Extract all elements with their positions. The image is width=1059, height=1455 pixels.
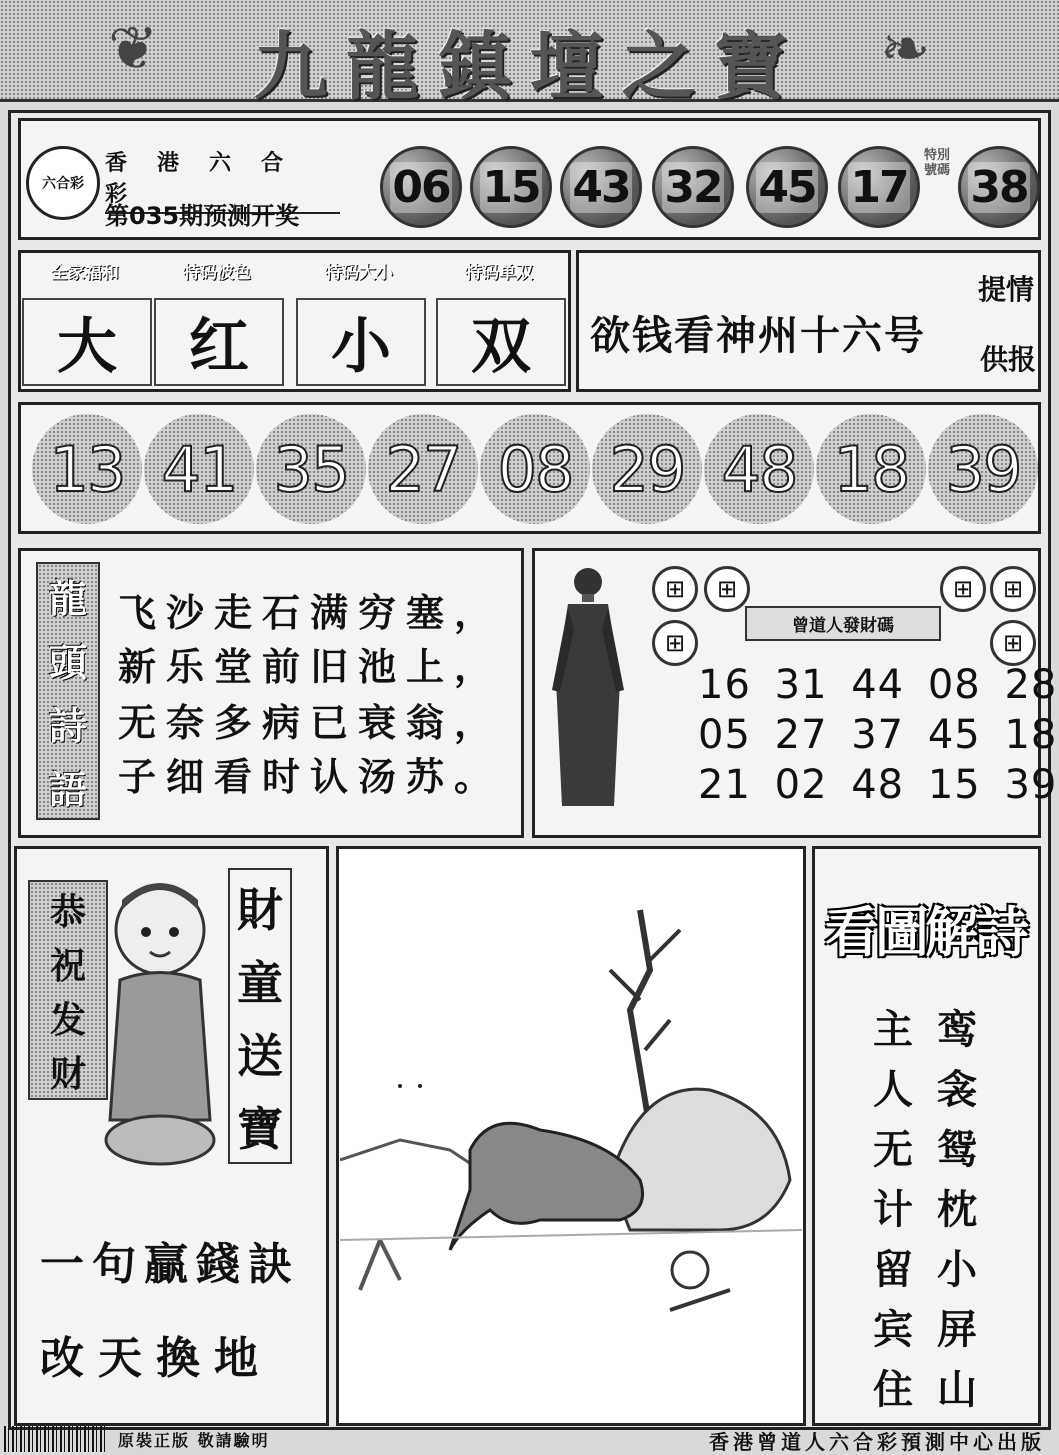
strip-number: 48 (721, 432, 797, 506)
win-phrase-text: 改天換地 (40, 1333, 272, 1384)
verse-char: 计 (873, 1186, 913, 1233)
scroll-char: 恭 (49, 890, 86, 933)
strip-number: 35 (273, 432, 349, 506)
number-medal (144, 414, 254, 524)
header-banner (0, 0, 1059, 110)
verse-char: 屏 (937, 1306, 977, 1353)
verse-char: 住 (873, 1366, 913, 1413)
number-medal (480, 414, 590, 524)
poem-tag-char: 語 (48, 767, 87, 812)
draw-number: 17 (850, 161, 908, 213)
rebus-title: 看圖解詩 (825, 900, 1025, 964)
verse-char: 枕 (937, 1186, 977, 1233)
man-figure-icon (540, 560, 630, 810)
special-number: 38 (970, 161, 1028, 213)
verse-char: 鸳 (937, 1126, 977, 1173)
number-medal (368, 414, 478, 524)
hot-number-row: 05 27 37 45 18 (698, 712, 1058, 758)
draw-ball (380, 146, 462, 228)
draw-ball (652, 146, 734, 228)
verse-char: 主 (873, 1006, 913, 1053)
page-title: 九龍鎮壇之寶 (253, 24, 806, 110)
poem-tag-char: 龍 (48, 577, 87, 622)
authenticity-note: 原裝正版 敬請驗明 (118, 1431, 270, 1450)
number-medal (256, 414, 366, 524)
slogan-text: 欲钱看神州十六号 (590, 312, 926, 359)
hot-numbers-title: 曾道人發財碼 (745, 606, 941, 641)
verse-char: 宾 (873, 1306, 913, 1353)
issue-label: 第035期预测开奖 (105, 202, 300, 230)
poem-line: 子细看时认汤苏。 (118, 754, 503, 799)
verse-char: 鸾 (937, 1006, 977, 1053)
coin-icon: ⊞ (704, 566, 750, 612)
caption-char: 送 (237, 1028, 283, 1083)
provider-label-top: 提情 (978, 273, 1035, 306)
verse-char: 人 (873, 1066, 913, 1113)
wolf-illustration-icon (340, 850, 802, 1422)
verse-char: 小 (937, 1246, 977, 1293)
lottery-name: 香港六合彩 (105, 146, 340, 214)
poem-line: 无奈多病已衰翁， (118, 700, 503, 745)
coin-icon: ⊞ (652, 566, 698, 612)
poem-tag-char: 頭 (48, 640, 87, 685)
caption-char: 童 (237, 955, 283, 1010)
special-number-label: 特別號碼 (923, 148, 950, 178)
caption-char: 寶 (237, 1101, 283, 1156)
publisher-note: 香港曾道人六合彩預測中心出版 (709, 1430, 1045, 1454)
poem-line: 飞沙走石满穷塞， (118, 590, 503, 635)
blessing-scroll (28, 880, 108, 1100)
draw-ball (470, 146, 552, 228)
strip-number: 41 (161, 432, 237, 506)
draw-ball (560, 146, 642, 228)
strip-number: 18 (833, 432, 909, 506)
strip-number: 13 (49, 432, 125, 506)
special-ball (958, 146, 1040, 228)
tip-header: 全家福和 (51, 263, 119, 283)
strip-number: 29 (609, 432, 685, 506)
scroll-char: 财 (49, 1052, 86, 1095)
hot-number-row: 21 02 48 15 39 (698, 762, 1058, 808)
draw-number: 06 (392, 161, 450, 213)
poem-line: 新乐堂前旧池上， (118, 644, 503, 689)
scroll-char: 发 (49, 998, 86, 1041)
barcode-icon (4, 1426, 108, 1452)
poem-tag (36, 562, 100, 820)
number-medal (928, 414, 1038, 524)
hot-number-row: 16 31 44 08 28 (698, 662, 1058, 708)
scroll-char: 祝 (49, 944, 86, 987)
draw-number: 15 (482, 161, 540, 213)
strip-number: 39 (945, 432, 1021, 506)
child-figure-icon (100, 870, 220, 1170)
child-caption (228, 868, 292, 1164)
verse-column-left (868, 1000, 918, 1420)
verse-char: 衾 (937, 1066, 977, 1113)
coin-icon: ⊞ (990, 620, 1036, 666)
tip-value: 大 (22, 298, 152, 386)
strip-number: 27 (385, 432, 461, 506)
dragon-flourish-icon: ❦ (108, 14, 159, 84)
coin-icon: ⊞ (940, 566, 986, 612)
draw-number: 32 (664, 161, 722, 213)
coin-icon: ⊞ (652, 620, 698, 666)
poem-tag-char: 詩 (48, 704, 87, 749)
number-medal (592, 414, 702, 524)
verse-column-right (932, 1000, 982, 1420)
caption-char: 財 (237, 882, 283, 937)
number-medal (816, 414, 926, 524)
tip-header: 特码波色 (183, 263, 251, 283)
verse-char: 山 (937, 1366, 977, 1413)
draw-number: 45 (758, 161, 816, 213)
tip-header: 特码大小 (325, 263, 393, 283)
strip-number: 08 (497, 432, 573, 506)
lottery-logo: 六合彩 (26, 146, 100, 220)
provider-label-bottom: 供报 (980, 343, 1037, 376)
number-medal (32, 414, 142, 524)
tip-value: 小 (296, 298, 426, 386)
draw-ball (838, 146, 920, 228)
win-phrase-title: 一句贏錢訣 (40, 1239, 300, 1290)
draw-ball (746, 146, 828, 228)
verse-char: 留 (873, 1246, 913, 1293)
draw-number: 43 (572, 161, 630, 213)
tip-header: 特码单双 (465, 263, 533, 283)
coin-icon: ⊞ (990, 566, 1036, 612)
tip-value: 双 (436, 298, 566, 386)
tip-value: 红 (154, 298, 284, 386)
dragon-flourish-icon: ❧ (880, 14, 931, 84)
verse-char: 无 (873, 1126, 913, 1173)
number-medal (704, 414, 814, 524)
